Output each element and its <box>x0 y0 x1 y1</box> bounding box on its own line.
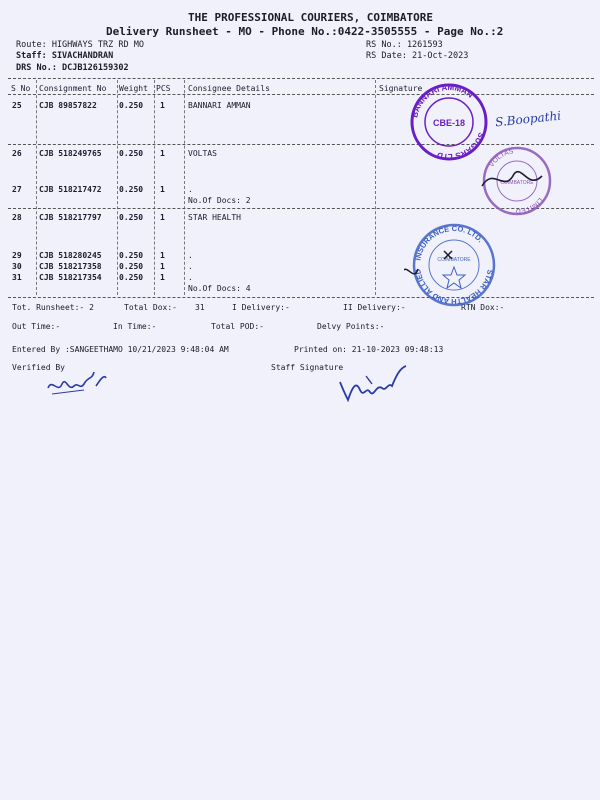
route-label: Route: HIGHWAYS TRZ RD MO <box>16 40 144 50</box>
col-header-consignee: Consignee Details <box>188 84 270 93</box>
out-time: Out Time:- <box>12 322 61 331</box>
svg-text:COIMBATORE: COIMBATORE <box>437 257 471 263</box>
bannari-signature: S.Boopathi <box>494 108 562 130</box>
group-doc-count: No.Of Docs: 4 <box>188 284 251 293</box>
row-weight: 0.250 <box>119 149 144 158</box>
row-weight: 0.250 <box>119 251 144 260</box>
row-pcs: 1 <box>160 273 165 282</box>
svg-text:INSURANCE CO. LTD.: INSURANCE CO. LTD. <box>413 223 486 262</box>
i-delivery: I Delivery:- <box>232 303 290 312</box>
row-sno: 28 <box>12 213 22 222</box>
staff-signature-scrawl <box>336 362 416 408</box>
staff-label: Staff: SIVACHANDRAN <box>16 51 114 61</box>
verified-by-signature <box>44 366 110 400</box>
verified-by-label: Verified By <box>12 363 65 372</box>
svg-text:VOLTAS: VOLTAS <box>488 148 515 169</box>
row-consignment: CJB 518249765 <box>39 149 102 158</box>
row-pcs: 1 <box>160 262 165 271</box>
row-consignment: CJB 518217472 <box>39 185 102 194</box>
row-consignee: . <box>188 185 193 194</box>
row-consignee: STAR HEALTH <box>188 213 241 222</box>
col-header-weight: Weight <box>119 84 148 93</box>
row-consignee: . <box>188 273 193 282</box>
entered-by: Entered By :SANGEETHAMO 10/21/2023 9:48:04 AM <box>12 345 229 354</box>
column-divider <box>117 80 118 295</box>
table-bottom-rule <box>8 297 594 298</box>
svg-text:CBE-18: CBE-18 <box>432 118 466 128</box>
drs-number: DRS No.: DCJB126159302 <box>16 63 129 73</box>
row-pcs: 1 <box>160 149 165 158</box>
svg-text:STAR HEALTH AND ALLIED: STAR HEALTH AND ALLIED <box>413 268 495 307</box>
row-sno: 25 <box>12 101 22 110</box>
col-header-pcs: PCS <box>156 84 171 93</box>
staff-signature-label: Staff Signature <box>271 363 344 372</box>
row-weight: 0.250 <box>119 185 144 194</box>
row-consignment: CJB 89857822 <box>39 101 97 110</box>
total-pod: Total POD:- <box>211 322 264 331</box>
col-header-consignment: Consignment No <box>39 84 107 93</box>
table-header-rule <box>8 94 594 95</box>
table-top-rule <box>8 78 594 79</box>
star-health-stamp <box>404 221 504 309</box>
svg-text:SUGARS LTD: SUGARS LTD <box>436 131 486 162</box>
row-sno: 30 <box>12 262 22 271</box>
voltas-stamp <box>476 146 558 216</box>
row-weight: 0.250 <box>119 101 144 110</box>
row-consignee: . <box>188 251 193 260</box>
svg-text:COIMBATORE: COIMBATORE <box>500 180 534 186</box>
row-weight: 0.250 <box>119 273 144 282</box>
row-consignment: CJB 518217354 <box>39 273 102 282</box>
row-consignee: . <box>188 262 193 271</box>
svg-text:LIMITED: LIMITED <box>515 196 544 215</box>
in-time: In Time:- <box>113 322 157 331</box>
col-header-sno: S No <box>11 84 31 93</box>
group-doc-count: No.Of Docs: 2 <box>188 196 251 205</box>
row-pcs: 1 <box>160 101 165 110</box>
printed-on: Printed on: 21-10-2023 09:48:13 <box>294 345 444 354</box>
total-dox-value: 31 <box>195 303 205 312</box>
row-pcs: 1 <box>160 213 165 222</box>
column-divider <box>184 80 185 295</box>
row-consignment: CJB 518217797 <box>39 213 102 222</box>
tot-runsheet: Tot. Runsheet:- 2 <box>12 303 94 312</box>
row-weight: 0.250 <box>119 213 144 222</box>
row-pcs: 1 <box>160 185 165 194</box>
svg-text:BANNARI AMMAN: BANNARI AMMAN <box>410 82 475 119</box>
col-header-signature: Signature <box>379 84 423 93</box>
total-dox-label: Total Dox:- <box>124 303 177 312</box>
row-sno: 27 <box>12 185 22 194</box>
ii-delivery: II Delivery:- <box>343 303 406 312</box>
rs-number: RS No.: 1261593 <box>366 40 443 50</box>
row-sno: 31 <box>12 273 22 282</box>
column-divider <box>36 80 37 295</box>
runsheet-subtitle: Delivery Runsheet - MO - Phone No.:0422-3505555 - Page No.:2 <box>106 25 504 38</box>
row-separator <box>8 144 594 145</box>
row-consignee: VOLTAS <box>188 149 217 158</box>
row-consignment: CJB 518217358 <box>39 262 102 271</box>
delvy-points: Delvy Points:- <box>317 322 385 331</box>
row-sno: 29 <box>12 251 22 260</box>
column-divider <box>154 80 155 295</box>
row-weight: 0.250 <box>119 262 144 271</box>
column-divider <box>375 80 376 295</box>
rtn-dox: RTN Dox:- <box>461 303 505 312</box>
rs-date: RS Date: 21-Oct-2023 <box>366 51 469 61</box>
row-consignment: CJB 518280245 <box>39 251 102 260</box>
row-consignee: BANNARI AMMAN <box>188 101 251 110</box>
row-pcs: 1 <box>160 251 165 260</box>
row-sno: 26 <box>12 149 22 158</box>
company-title: THE PROFESSIONAL COURIERS, COIMBATORE <box>188 11 434 24</box>
